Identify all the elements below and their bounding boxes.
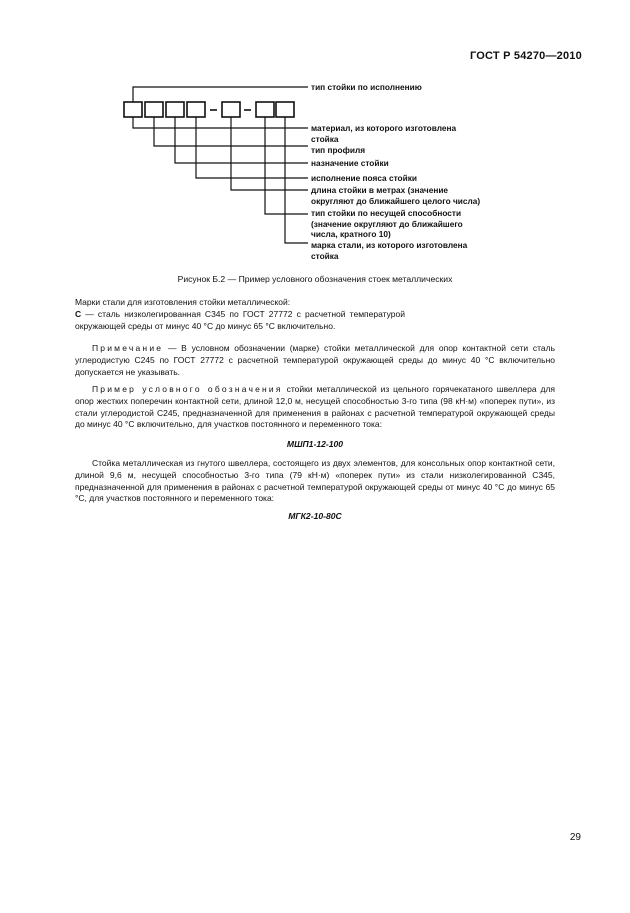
label-belt: исполнение пояса стойки <box>311 173 417 183</box>
leader-purpose <box>175 117 308 163</box>
leader-material <box>133 117 308 128</box>
box-1 <box>124 102 142 117</box>
label-profile-type: тип профиля <box>311 145 366 155</box>
steel-grades-block <box>75 297 555 332</box>
designation-code-2: МГК2-10-80С <box>288 511 342 521</box>
note-text: — В условном обозначении (марке) стойки металлической для опор контактной сети сталь углеродистую С245 по ГОСТ 27772 с расчетной температурой окружающей среды до минус 40 °С включительно допускается не указывать. <box>75 343 555 377</box>
box-5 <box>222 102 240 117</box>
designation-code-1: МШП1-12-100 <box>286 439 344 449</box>
steel-grade-c <box>75 309 555 333</box>
box-4 <box>187 102 205 117</box>
steel-grade-c-letter: С <box>75 308 82 319</box>
figure-caption: Рисунок Б.2 — Пример условного обозначения стоек металлических <box>177 274 453 284</box>
label-material: материал, из которого изготовлена стойка <box>311 123 457 144</box>
leader-capacity <box>265 117 308 214</box>
box-6 <box>256 102 274 117</box>
document-header: ГОСТ Р 54270—2010 <box>470 50 582 62</box>
label-steel-grade: марка стали, из которого изготовлена стойка <box>311 240 468 261</box>
box-2 <box>145 102 163 117</box>
second-example-paragraph: Стойка металлическая из гнутого швеллера, состоящего из двух элементов, для консольных опор контактной сети, длиной 9,6 м, несущей способностью 3-го типа (79 кН·м) «поперек пути» из стали низколегированной С345, предназначенной для применения в районах с расчетной температурой окружающей среды от минус 40 °С до минус 65 °С, для участков постоянного и переменного тока: <box>75 458 555 504</box>
example-text: стойки металлической из цельного горячекатаного швеллера для опор жестких поперечин контактной сети, длиной 12,0 м, несущей способностью 3-го типа (98 кН·м) «поперек пути», из стали углеродистой С245, предназначенной для применения в районах с расчетной температурой окружающей среды до минус 40 °С включительно, для участков постоянного и переменного тока: <box>75 384 556 430</box>
leader-type <box>133 87 308 102</box>
label-purpose: назначение стойки <box>311 158 389 168</box>
note-paragraph <box>75 343 555 378</box>
steel-grade-c-text: — сталь низколегированная С345 по ГОСТ 27772 с расчетной температурой окружающей среды от минус 40 °С до минус 65 °С включительно. <box>75 308 405 331</box>
label-capacity: тип стойки по несущей способности (значение округляют до ближайшего числа, кратного 10) <box>311 208 463 239</box>
box-3 <box>166 102 184 117</box>
leader-belt <box>196 117 308 178</box>
note-label: Примечание <box>92 343 164 353</box>
leader-steel <box>285 117 308 243</box>
example-label: Пример условного обозначения <box>92 384 283 394</box>
box-7 <box>276 102 294 117</box>
label-execution-type: тип стойки по исполнению <box>311 82 422 92</box>
steel-grades-title: Марки стали для изготовления стойки металлической: <box>75 297 291 307</box>
label-length: длина стойки в метрах (значение округляют до ближайшего целого числа) <box>311 185 481 206</box>
page-number: 29 <box>569 832 581 843</box>
example-paragraph <box>75 384 555 431</box>
